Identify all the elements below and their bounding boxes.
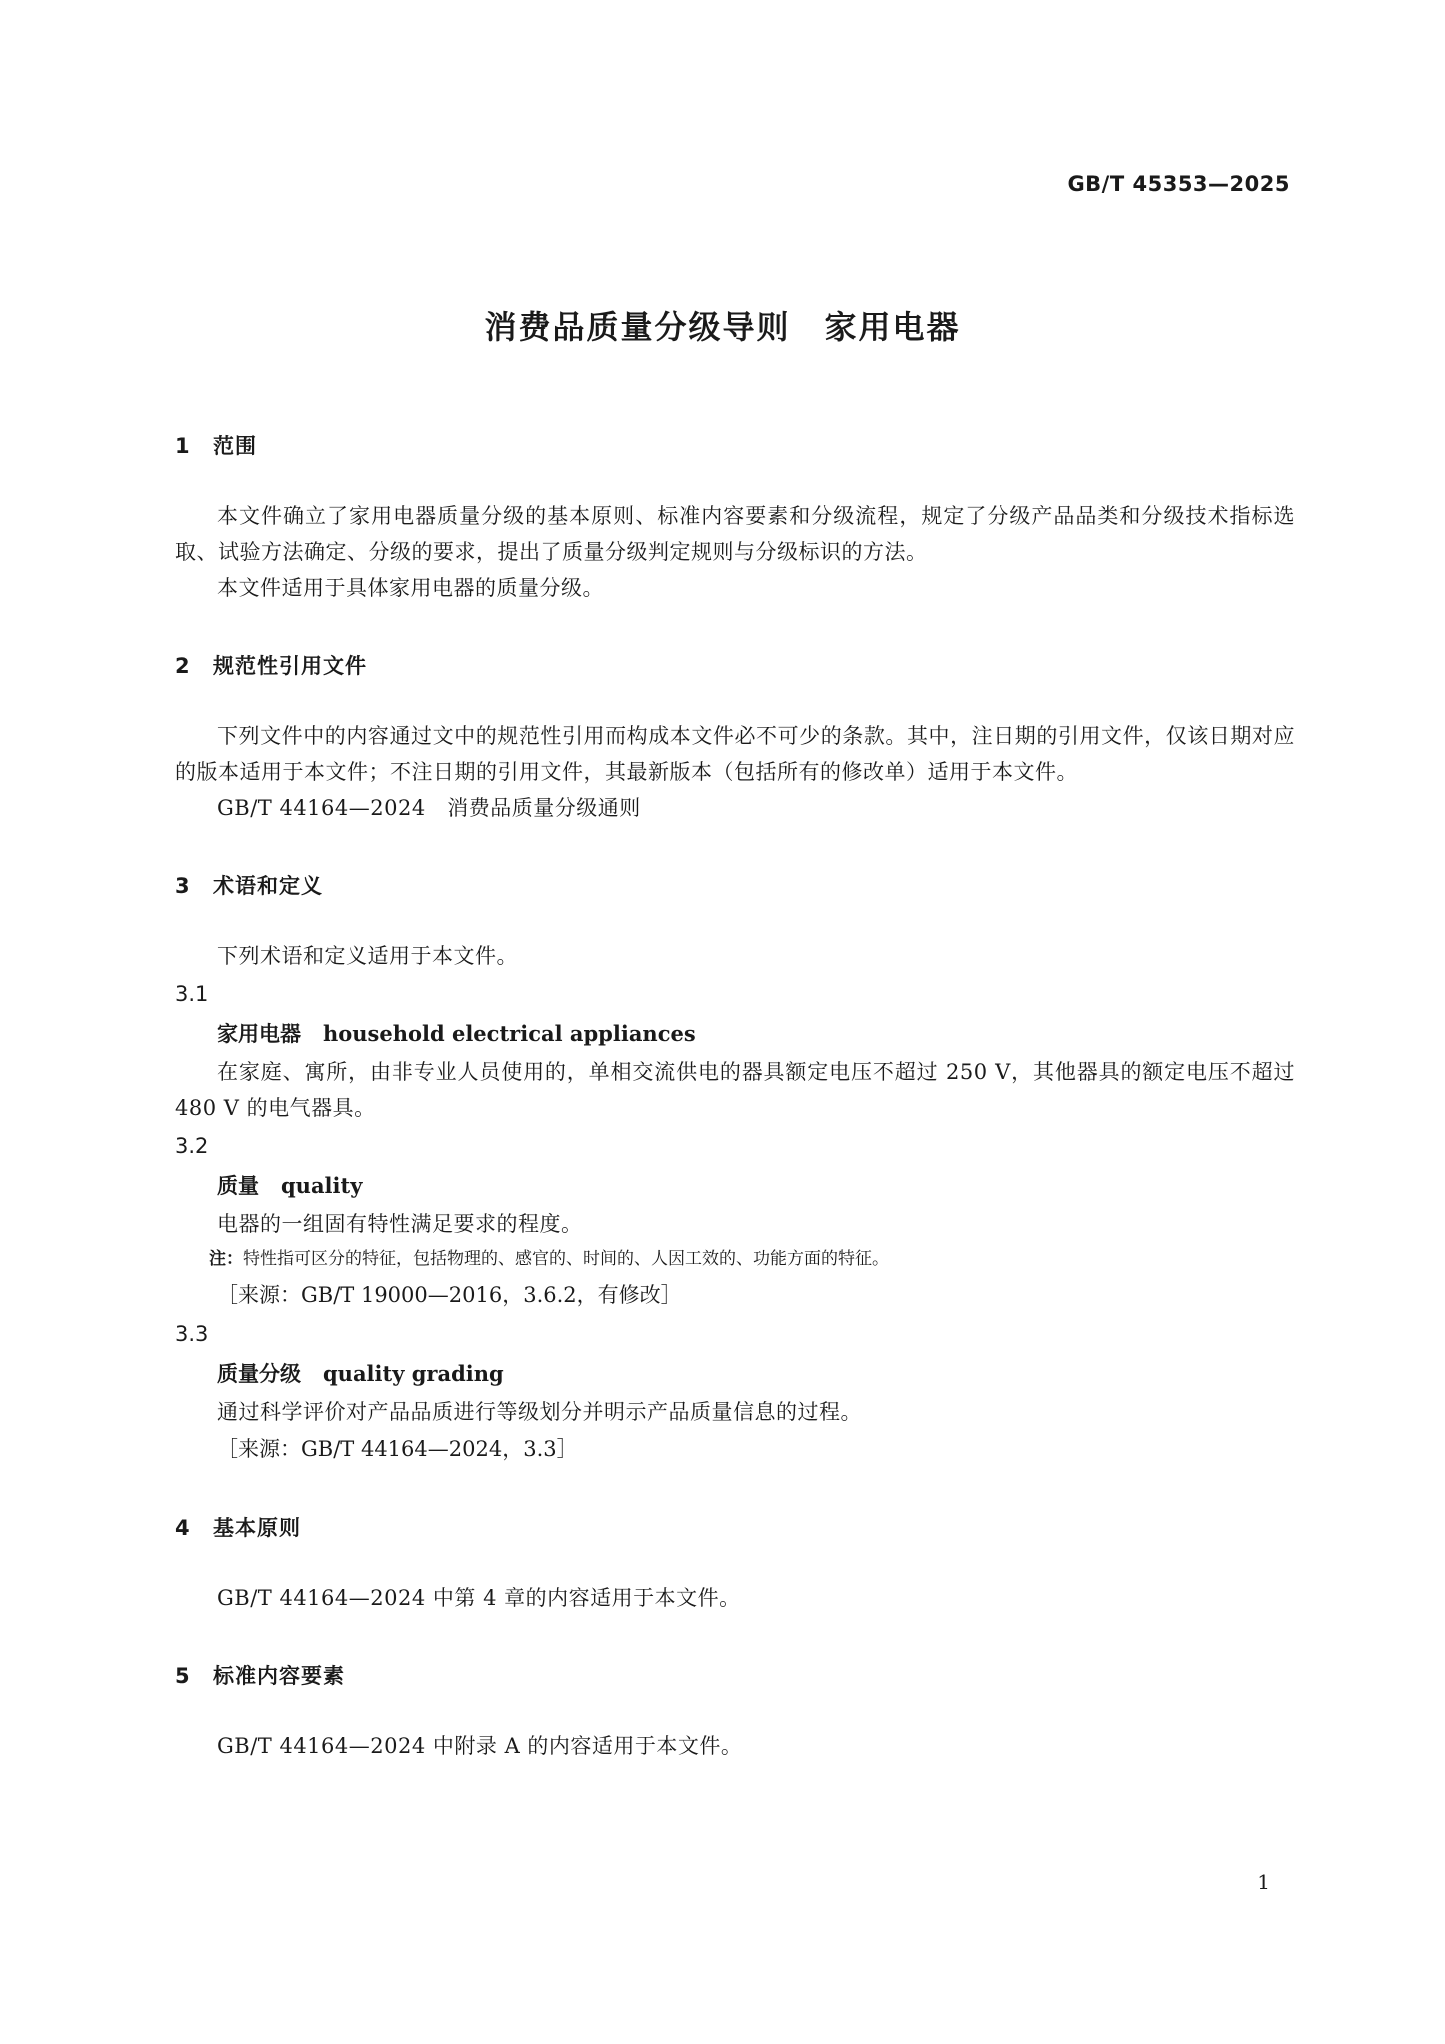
term-note bbox=[175, 1242, 1295, 1276]
term-name bbox=[175, 1014, 1295, 1054]
section-title: 范围 bbox=[213, 434, 257, 458]
note-label: 注： bbox=[209, 1249, 243, 1269]
term-source: ［来源：GB/T 19000—2016，3.6.2，有修改］ bbox=[217, 1283, 682, 1307]
term-name-en: quality grading bbox=[323, 1361, 504, 1386]
term-name bbox=[175, 1354, 1295, 1394]
reference-item: GB/T 44164—2024 消费品质量分级通则 bbox=[217, 796, 641, 820]
section-title: 术语和定义 bbox=[213, 874, 323, 898]
section-heading bbox=[175, 870, 1295, 900]
term-entry bbox=[175, 974, 1295, 1126]
section-title: 规范性引用文件 bbox=[213, 654, 367, 678]
section-number: 1 bbox=[175, 434, 191, 458]
term-definition: 通过科学评价对产品品质进行等级划分并明示产品质量信息的过程。 bbox=[217, 1400, 862, 1424]
paragraph: 下列文件中的内容通过文中的规范性引用而构成本文件必不可少的条款。其中，注日期的引用文件，仅该日期对应的版本适用于本文件；不注日期的引用文件，其最新版本（包括所有的修改单）适用于本文件。 bbox=[175, 724, 1295, 784]
section-heading bbox=[175, 430, 1295, 460]
section-heading bbox=[175, 650, 1295, 680]
term-definition: 在家庭、寓所，由非专业人员使用的，单相交流供电的器具额定电压不超过 250 V，其他器具的额定电压不超过 480 V 的电气器具。 bbox=[175, 1060, 1295, 1120]
paragraph: GB/T 44164—2024 中附录 A 的内容适用于本文件。 bbox=[217, 1734, 743, 1758]
page-number: 1 bbox=[1257, 1870, 1270, 1894]
term-number: 3.3 bbox=[175, 1322, 209, 1346]
term-source: ［来源：GB/T 44164—2024，3.3］ bbox=[217, 1437, 578, 1461]
term-name-zh: 质量 bbox=[217, 1174, 259, 1198]
section-number: 3 bbox=[175, 874, 191, 898]
term-definition: 电器的一组固有特性满足要求的程度。 bbox=[217, 1212, 583, 1236]
section-heading bbox=[175, 1660, 1295, 1690]
section-number: 4 bbox=[175, 1516, 191, 1540]
document-title: 消费品质量分级导则 家用电器 bbox=[484, 308, 961, 346]
term-number: 3.1 bbox=[175, 982, 209, 1006]
paragraph: 本文件适用于具体家用电器的质量分级。 bbox=[217, 576, 604, 600]
paragraph: GB/T 44164—2024 中第 4 章的内容适用于本文件。 bbox=[217, 1586, 741, 1610]
section-basic-principles bbox=[175, 1512, 1295, 1616]
term-name-en: quality bbox=[281, 1173, 363, 1198]
section-content-elements bbox=[175, 1660, 1295, 1764]
section-number: 2 bbox=[175, 654, 191, 678]
section-number: 5 bbox=[175, 1664, 191, 1688]
standard-number: GB/T 45353—2025 bbox=[1067, 172, 1290, 196]
section-title: 基本原则 bbox=[213, 1516, 301, 1540]
term-entry bbox=[175, 1126, 1295, 1314]
document-body bbox=[175, 430, 1295, 1802]
term-name-en: household electrical appliances bbox=[323, 1021, 696, 1046]
section-scope bbox=[175, 430, 1295, 606]
term-name-zh: 家用电器 bbox=[217, 1022, 301, 1046]
note-text: 特性指可区分的特征，包括物理的、感官的、时间的、人因工效的、功能方面的特征。 bbox=[243, 1249, 889, 1269]
paragraph: 下列术语和定义适用于本文件。 bbox=[217, 944, 518, 968]
paragraph: 本文件确立了家用电器质量分级的基本原则、标准内容要素和分级流程，规定了分级产品品类和分级技术指标选取、试验方法确定、分级的要求，提出了质量分级判定规则与分级标识的方法。 bbox=[175, 504, 1295, 564]
term-name bbox=[175, 1166, 1295, 1206]
section-terms-definitions bbox=[175, 870, 1295, 1468]
section-normative-references bbox=[175, 650, 1295, 826]
term-number: 3.2 bbox=[175, 1134, 209, 1158]
term-name-zh: 质量分级 bbox=[217, 1362, 301, 1386]
section-heading bbox=[175, 1512, 1295, 1542]
term-entry bbox=[175, 1314, 1295, 1468]
section-title: 标准内容要素 bbox=[213, 1664, 345, 1688]
